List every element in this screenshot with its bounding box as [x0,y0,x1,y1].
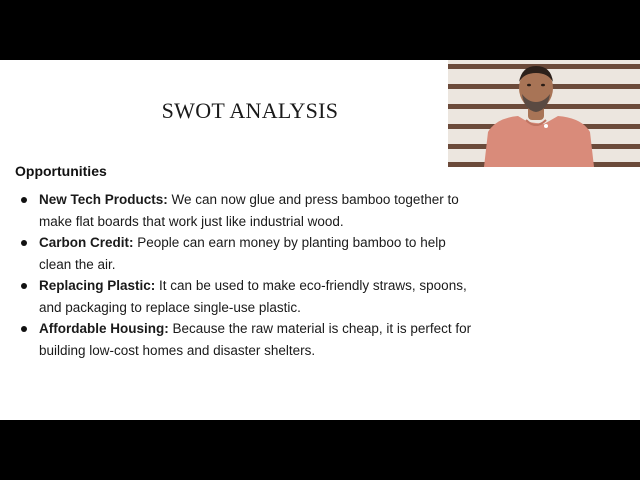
letterbox-top [0,0,640,60]
list-item [15,232,480,275]
list-item [15,189,480,232]
letterbox-bottom [0,420,640,480]
bullet-term: Affordable Housing: [39,321,169,336]
slide-title: SWOT ANALYSIS [161,98,339,123]
presenter-webcam-icon [448,60,640,167]
bullet-text: Because the raw material is cheap, it is perfect for building low-cost homes and disaster shelters. [39,321,472,358]
presenter-video [448,60,640,167]
bullet-term: Replacing Plastic: [39,278,156,293]
bullet-dot-icon [21,197,27,203]
bullet-dot-icon [21,326,27,332]
bullet-dot-icon [21,283,27,289]
list-item [15,318,480,361]
bullet-text: People can earn money by planting bamboo to help clean the air. [39,235,446,272]
bullet-term: Carbon Credit: [39,235,134,250]
bullet-dot-icon [21,240,27,246]
bullet-text: It can be used to make eco-friendly straws, spoons, and packaging to replace single-use plastic. [39,278,467,315]
section-heading: Opportunities [15,163,107,179]
presentation-slide [0,60,640,420]
bullet-text: We can now glue and press bamboo together to make flat boards that work just like industrial wood. [39,192,459,229]
bullet-list [15,189,480,361]
list-item [15,275,480,318]
bullet-term: New Tech Products: [39,192,168,207]
